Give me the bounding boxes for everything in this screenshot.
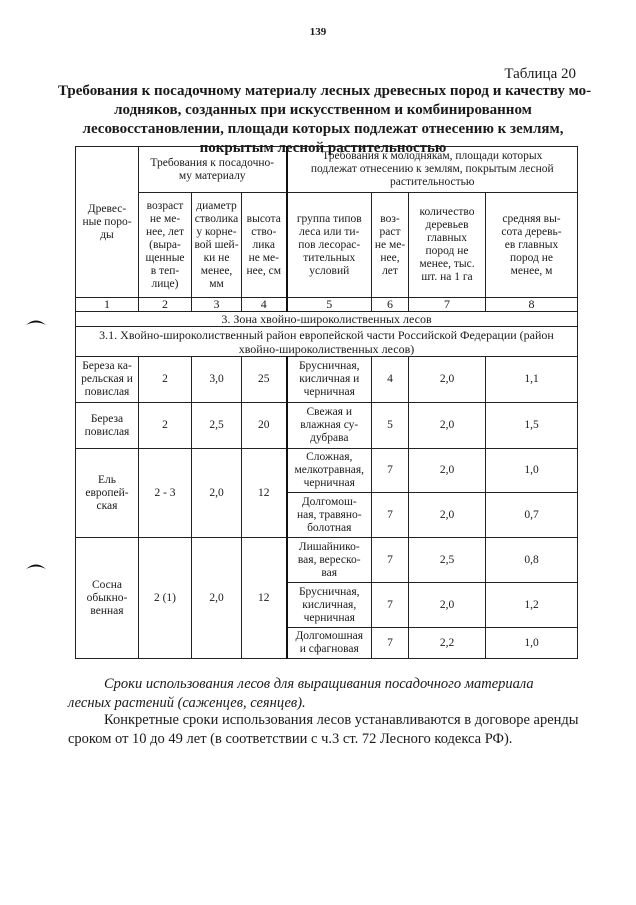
cell-forest-type: Лишайнико- вая, вереско- вая xyxy=(287,538,372,583)
table-row xyxy=(76,538,578,583)
header-mean-height: средняя вы- сота деревь- ев главных пород не менее, м xyxy=(486,193,578,298)
requirements-table xyxy=(75,146,578,659)
cell-seedling-age: 2 - 3 xyxy=(139,449,192,538)
cell-tree-count: 2,2 xyxy=(409,628,486,659)
cell-mean-height: 0,7 xyxy=(486,493,578,538)
title-line: покрытым лесной растительностью xyxy=(199,140,447,156)
cell-forest-type: Долгомошная и сфагновая xyxy=(287,628,372,659)
column-number: 6 xyxy=(372,298,409,312)
cell-seedling-age: 2 xyxy=(139,357,192,403)
cell-forest-type: Долгомош- ная, травяно- болотная xyxy=(287,493,372,538)
cell-species: Сосна обыкно- венная xyxy=(76,538,139,659)
title-line: лесовосстановлении, площади которых подлежат отнесению к землям, xyxy=(82,121,564,137)
cell-tree-count: 2,0 xyxy=(409,583,486,628)
italic-section-heading xyxy=(68,675,588,713)
column-number: 1 xyxy=(76,298,139,312)
cell-species: Ель европей- ская xyxy=(76,449,139,538)
cell-stem-height: 12 xyxy=(242,538,287,659)
column-number: 5 xyxy=(287,298,372,312)
cell-young-age: 7 xyxy=(372,493,409,538)
header-planting-material: Требования к посадочно- му материалу xyxy=(139,147,287,193)
cell-young-age: 5 xyxy=(372,403,409,449)
cell-seedling-age: 2 xyxy=(139,403,192,449)
table-number: Таблица 20 xyxy=(504,66,576,82)
cell-stem-height: 12 xyxy=(242,449,287,538)
cell-species: Береза повислая xyxy=(76,403,139,449)
italic-line: Сроки использования лесов для выращивания посадочного материала xyxy=(104,676,534,692)
scan-mark-icon xyxy=(25,318,47,326)
paragraph-line: сроком от 10 до 49 лет (в соответствии с ч.3 ст. 72 Лесного кодекса РФ). xyxy=(68,731,513,747)
header-root-collar-diameter: диаметр стволика у корне- вой шей- ки не менее, мм xyxy=(192,193,242,298)
cell-diameter: 2,5 xyxy=(192,403,242,449)
column-number: 3 xyxy=(192,298,242,312)
column-number: 2 xyxy=(139,298,192,312)
header-forest-types: группа типов леса или ти- пов лесорас- тительных условий xyxy=(287,193,372,298)
header-stem-height: высота ство- лика не ме- нее, см xyxy=(242,193,287,298)
cell-diameter: 2,0 xyxy=(192,449,242,538)
header-tree-count: количество деревьев главных пород не менее, тыс. шт. на 1 га xyxy=(409,193,486,298)
column-number: 7 xyxy=(409,298,486,312)
cell-diameter: 2,0 xyxy=(192,538,242,659)
paragraph-line: Конкретные сроки использования лесов устанавливаются в договоре аренды xyxy=(104,712,579,728)
title-line: лодняков, созданных при искусственном и комбинированном xyxy=(114,102,532,118)
cell-diameter: 3,0 xyxy=(192,357,242,403)
scan-mark-icon xyxy=(25,562,47,570)
cell-stem-height: 20 xyxy=(242,403,287,449)
cell-young-age: 7 xyxy=(372,538,409,583)
cell-seedling-age: 2 (1) xyxy=(139,538,192,659)
cell-mean-height: 1,1 xyxy=(486,357,578,403)
page-number: 139 xyxy=(309,26,327,38)
cell-mean-height: 1,2 xyxy=(486,583,578,628)
table-row xyxy=(76,403,578,449)
cell-mean-height: 0,8 xyxy=(486,538,578,583)
cell-tree-count: 2,0 xyxy=(409,403,486,449)
cell-tree-count: 2,0 xyxy=(409,449,486,493)
cell-tree-count: 2,0 xyxy=(409,493,486,538)
cell-young-age: 7 xyxy=(372,628,409,659)
cell-forest-type: Сложная, мелкотравная, черничная xyxy=(287,449,372,493)
cell-species: Береза ка- рельская и повислая xyxy=(76,357,139,403)
cell-forest-type: Свежая и влажная су- дубрава xyxy=(287,403,372,449)
cell-stem-height: 25 xyxy=(242,357,287,403)
title-line: Требования к посадочному материалу лесных древесных пород и качеству мо- xyxy=(58,83,592,99)
cell-forest-type: Брусничная, кисличная, черничная xyxy=(287,583,372,628)
cell-mean-height: 1,0 xyxy=(486,449,578,493)
cell-tree-count: 2,5 xyxy=(409,538,486,583)
cell-tree-count: 2,0 xyxy=(409,357,486,403)
header-young-stands: Требования к молоднякам, площади которых подлежат отнесению к землям, покрытым лесной растительностью xyxy=(287,147,578,193)
cell-young-age: 7 xyxy=(372,449,409,493)
header-young-age: воз- раст не ме- нее, лет xyxy=(372,193,409,298)
italic-line: лесных растений (саженцев, сеянцев). xyxy=(68,695,306,711)
column-number: 4 xyxy=(242,298,287,312)
cell-young-age: 7 xyxy=(372,583,409,628)
subzone-heading: 3.1. Хвойно-широколиственный район европейской части Российской Федерации (район хвойно-широколиственных лесов) xyxy=(76,327,578,357)
cell-mean-height: 1,0 xyxy=(486,628,578,659)
cell-mean-height: 1,5 xyxy=(486,403,578,449)
cell-forest-type: Брусничная, кисличная и черничная xyxy=(287,357,372,403)
table-row xyxy=(76,449,578,493)
cell-young-age: 4 xyxy=(372,357,409,403)
body-paragraph xyxy=(68,711,588,749)
header-species: Древес- ные поро- ды xyxy=(76,147,139,298)
zone-heading: 3. Зона хвойно-широколиственных лесов xyxy=(76,312,578,327)
table-row xyxy=(76,357,578,403)
header-seedling-age: возраст не ме- нее, лет (выра- щенные в теп- лице) xyxy=(139,193,192,298)
column-number: 8 xyxy=(486,298,578,312)
